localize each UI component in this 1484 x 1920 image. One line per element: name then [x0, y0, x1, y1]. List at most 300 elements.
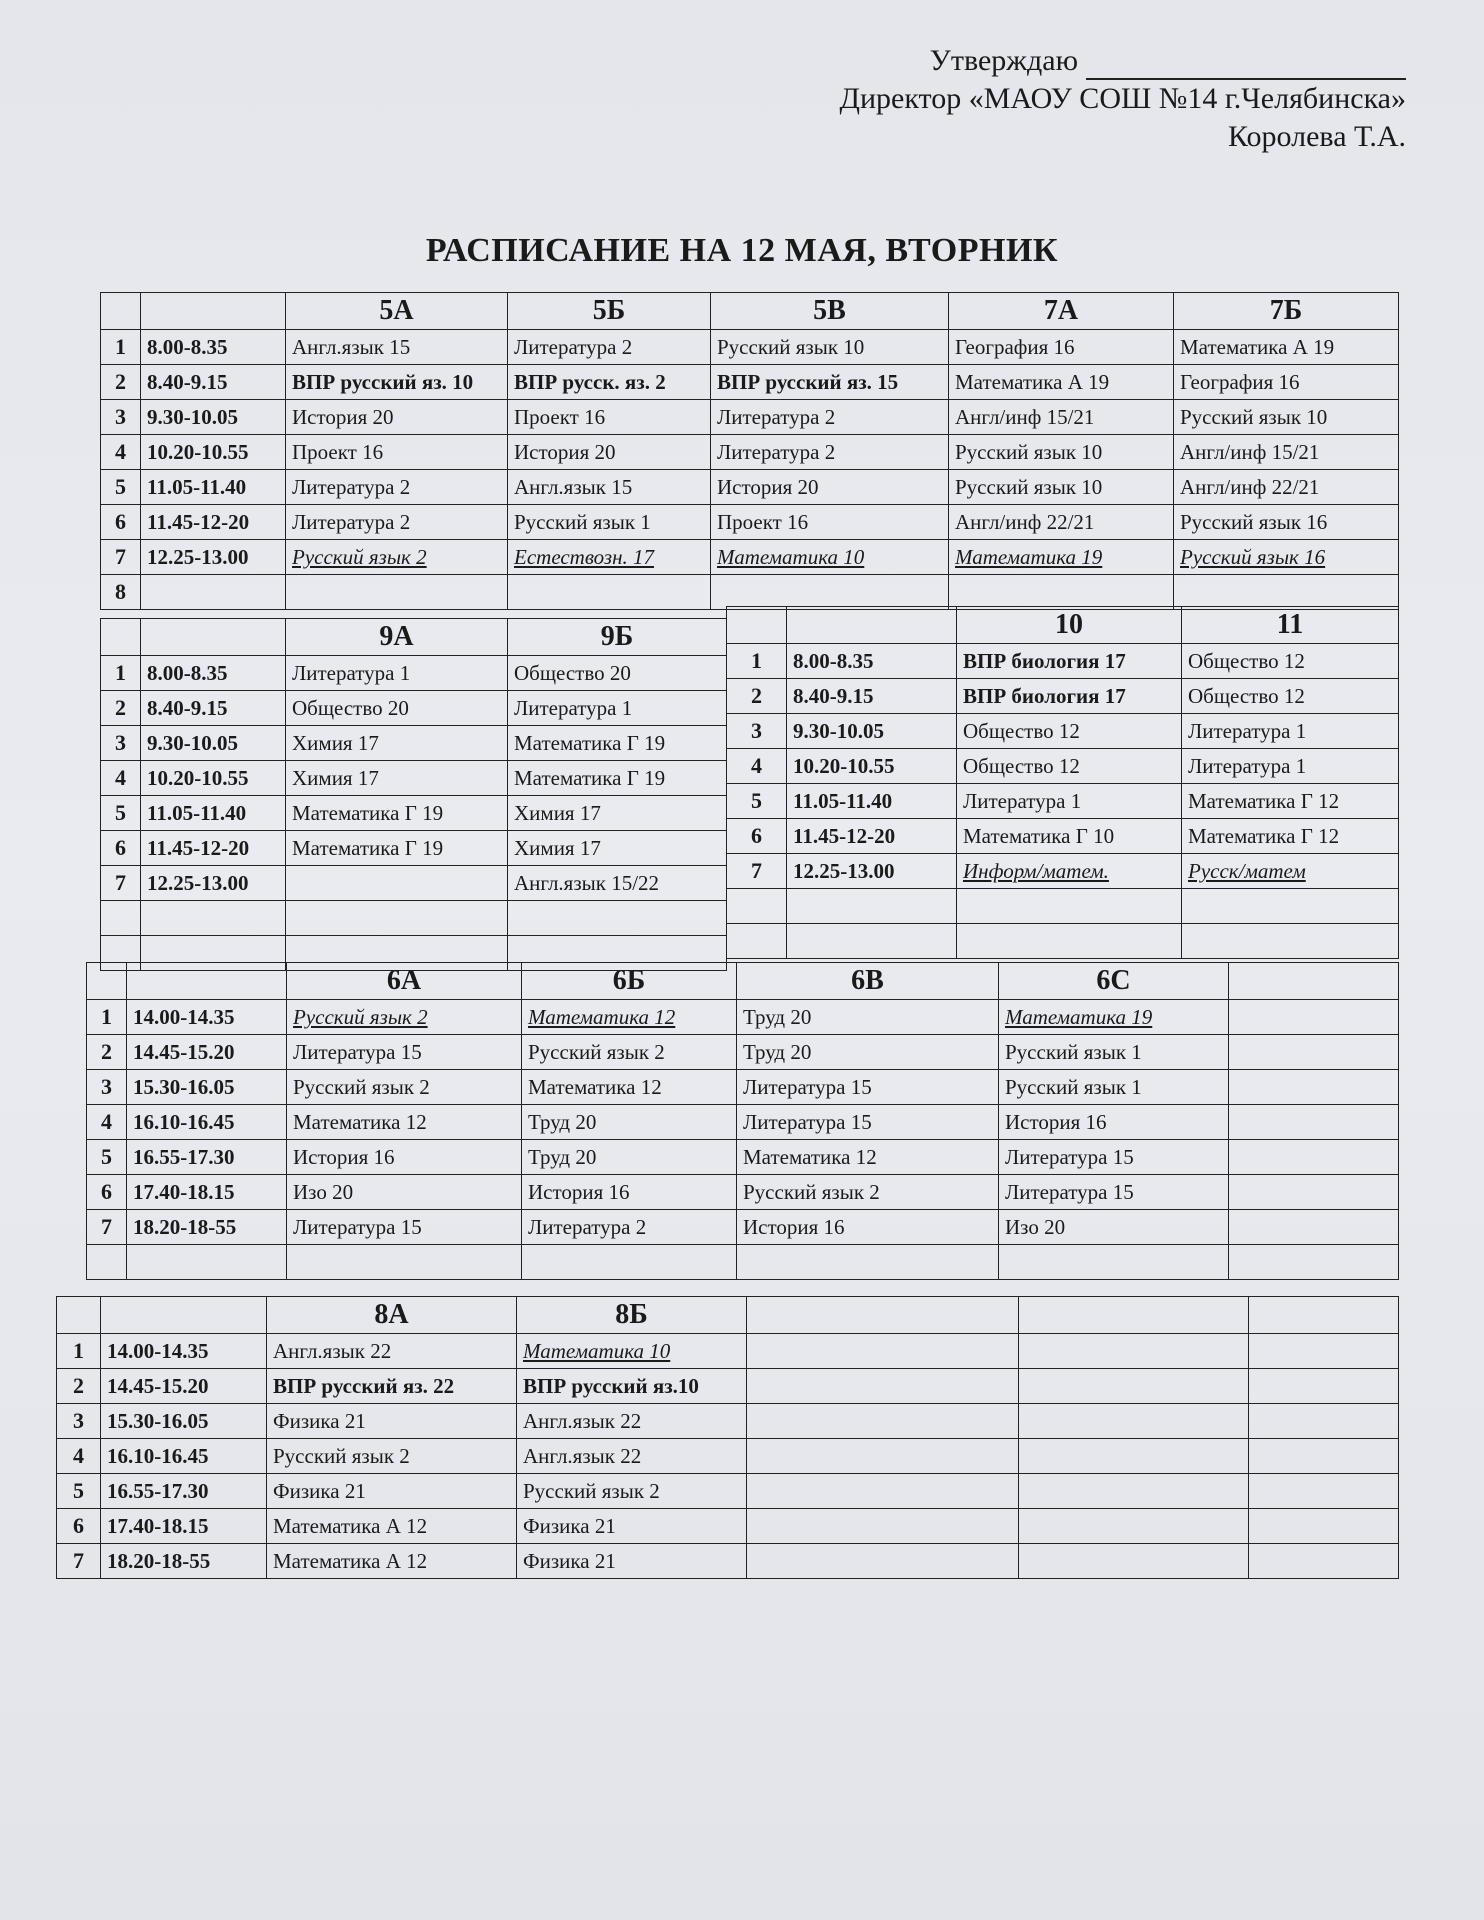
subject-cell: Англ/инф 15/21 [949, 400, 1174, 435]
subject-cell: Математика 10 [711, 540, 949, 575]
subject-cell: Англ.язык 22 [517, 1439, 747, 1474]
class-name: 11 [1182, 607, 1399, 644]
lesson-time: 14.45-15.20 [101, 1369, 267, 1404]
empty-cell [1249, 1404, 1399, 1439]
subject-cell: ВПР русский яз. 22 [267, 1369, 517, 1404]
class-name: 6А [287, 963, 522, 1000]
subject-cell: Литература 2 [508, 330, 711, 365]
lesson-time: 8.40-9.15 [141, 691, 286, 726]
class-header-row [101, 619, 727, 656]
lesson-time: 10.20-10.55 [141, 761, 286, 796]
subject-cell: Физика 21 [267, 1474, 517, 1509]
subject-cell: ВПР русский яз. 10 [286, 365, 508, 400]
subject-cell: Литература 15 [287, 1035, 522, 1070]
lesson-number: 6 [101, 831, 141, 866]
lesson-time: 16.55-17.30 [101, 1474, 267, 1509]
subject-cell: Физика 21 [267, 1404, 517, 1439]
lesson-row [87, 1140, 1399, 1175]
class-name: 7Б [1174, 293, 1399, 330]
subject-cell: Труд 20 [522, 1105, 737, 1140]
lesson-number: 1 [87, 1000, 127, 1035]
lesson-number: 6 [101, 505, 141, 540]
lesson-row [57, 1509, 1399, 1544]
empty-cell [1019, 1544, 1249, 1579]
subject-cell: Математика Г 19 [508, 726, 727, 761]
subject-cell: Англ.язык 22 [267, 1334, 517, 1369]
lesson-row [727, 714, 1399, 749]
lesson-time: 16.10-16.45 [127, 1105, 287, 1140]
subject-cell [508, 575, 711, 610]
header-blank [57, 1297, 101, 1334]
empty-cell [508, 901, 727, 936]
empty-cell [1182, 889, 1399, 924]
empty-cell [1019, 1334, 1249, 1369]
lesson-row [101, 435, 1399, 470]
subject-cell: Литература 1 [508, 691, 727, 726]
lesson-row [87, 1035, 1399, 1070]
lesson-row [101, 831, 727, 866]
lesson-number: 5 [101, 796, 141, 831]
lesson-number: 5 [57, 1474, 101, 1509]
subject-cell: Математика 12 [522, 1070, 737, 1105]
subject-cell: История 20 [711, 470, 949, 505]
subject-cell: Общество 12 [1182, 679, 1399, 714]
lesson-time: 15.30-16.05 [127, 1070, 287, 1105]
subject-cell: Труд 20 [522, 1140, 737, 1175]
subject-cell: Русский язык 10 [711, 330, 949, 365]
header-blank [101, 293, 141, 330]
lesson-time: 18.20-18-55 [127, 1210, 287, 1245]
lesson-number: 4 [87, 1105, 127, 1140]
lesson-number: 3 [87, 1070, 127, 1105]
subject-cell: Математика А 19 [949, 365, 1174, 400]
lesson-row [101, 761, 727, 796]
subject-cell: Русский язык 10 [949, 435, 1174, 470]
header-blank [101, 1297, 267, 1334]
subject-cell: Литература 2 [522, 1210, 737, 1245]
lesson-number: 4 [101, 435, 141, 470]
lesson-row [101, 470, 1399, 505]
lesson-time: 16.55-17.30 [127, 1140, 287, 1175]
empty-cell [1249, 1509, 1399, 1544]
lesson-time: 11.45-12-20 [787, 819, 957, 854]
subject-cell: Математика 19 [949, 540, 1174, 575]
class-name: 10 [957, 607, 1182, 644]
lesson-row [101, 400, 1399, 435]
lesson-time: 14.00-14.35 [101, 1334, 267, 1369]
subject-cell: Общество 20 [508, 656, 727, 691]
class-name: 9Б [508, 619, 727, 656]
lesson-number: 1 [101, 330, 141, 365]
empty-cell [287, 1245, 522, 1280]
class-name: 6Б [522, 963, 737, 1000]
lesson-number: 3 [101, 400, 141, 435]
lesson-row [87, 1210, 1399, 1245]
empty-cell [1229, 1175, 1399, 1210]
subject-cell: Общество 12 [1182, 644, 1399, 679]
subject-cell: Литература 2 [711, 435, 949, 470]
subject-cell: Литература 2 [711, 400, 949, 435]
subject-cell: Литература 15 [287, 1210, 522, 1245]
lesson-row [57, 1404, 1399, 1439]
subject-cell: Литература 2 [286, 505, 508, 540]
lesson-number: 4 [101, 761, 141, 796]
subject-cell: Химия 17 [508, 831, 727, 866]
subject-cell [711, 575, 949, 610]
empty-cell [737, 1245, 999, 1280]
empty-cell [286, 901, 508, 936]
subject-cell: Литература 1 [1182, 714, 1399, 749]
subject-cell: Проект 16 [711, 505, 949, 540]
lesson-number: 3 [57, 1404, 101, 1439]
lesson-row [87, 1175, 1399, 1210]
lesson-row [101, 365, 1399, 400]
empty-cell [999, 1245, 1229, 1280]
empty-cell [1249, 1474, 1399, 1509]
lesson-row [101, 575, 1399, 610]
lesson-row [57, 1334, 1399, 1369]
schedule-block-10-11 [726, 606, 1399, 959]
subject-cell: Математика 12 [287, 1105, 522, 1140]
subject-cell: Литература 15 [737, 1105, 999, 1140]
lesson-time: 14.45-15.20 [127, 1035, 287, 1070]
empty-cell [747, 1474, 1019, 1509]
empty-cell [727, 889, 787, 924]
subject-cell: Русский язык 1 [508, 505, 711, 540]
subject-cell [1174, 575, 1399, 610]
subject-cell: Англ.язык 15 [286, 330, 508, 365]
schedule-block-9 [100, 618, 727, 971]
empty-cell [1249, 1334, 1399, 1369]
subject-cell: История 16 [999, 1105, 1229, 1140]
subject-cell: Литература 2 [286, 470, 508, 505]
subject-cell: Труд 20 [737, 1035, 999, 1070]
class-name: 6С [999, 963, 1229, 1000]
lesson-row [727, 819, 1399, 854]
lesson-time [141, 575, 286, 610]
lesson-time: 16.10-16.45 [101, 1439, 267, 1474]
header-blank [127, 963, 287, 1000]
empty-cell [1249, 1439, 1399, 1474]
subject-cell [286, 866, 508, 901]
subject-cell: История 16 [737, 1210, 999, 1245]
lesson-number: 1 [101, 656, 141, 691]
lesson-time: 18.20-18-55 [101, 1544, 267, 1579]
lesson-time: 17.40-18.15 [101, 1509, 267, 1544]
empty-cell [87, 1245, 127, 1280]
subject-cell: Математика Г 19 [508, 761, 727, 796]
subject-cell: Труд 20 [737, 1000, 999, 1035]
subject-cell: Проект 16 [508, 400, 711, 435]
subject-cell: Математика Г 12 [1182, 784, 1399, 819]
subject-cell: Физика 21 [517, 1509, 747, 1544]
subject-cell: История 20 [286, 400, 508, 435]
empty-cell [1249, 1544, 1399, 1579]
empty-cell [1229, 963, 1399, 1000]
lesson-number: 7 [101, 866, 141, 901]
lesson-number: 5 [101, 470, 141, 505]
lesson-number: 2 [727, 679, 787, 714]
lesson-row [57, 1369, 1399, 1404]
lesson-row [57, 1439, 1399, 1474]
class-header-row [87, 963, 1399, 1000]
empty-cell [747, 1439, 1019, 1474]
subject-cell: Русский язык 16 [1174, 540, 1399, 575]
lesson-number: 7 [57, 1544, 101, 1579]
lesson-number: 7 [87, 1210, 127, 1245]
subject-cell: География 16 [1174, 365, 1399, 400]
lesson-time: 11.05-11.40 [141, 796, 286, 831]
lesson-number: 3 [727, 714, 787, 749]
lesson-time: 11.45-12-20 [141, 505, 286, 540]
lesson-number: 6 [57, 1509, 101, 1544]
schedule-block-8 [56, 1296, 1399, 1579]
lesson-number: 6 [727, 819, 787, 854]
subject-cell: ВПР русск. яз. 2 [508, 365, 711, 400]
lesson-time: 11.45-12-20 [141, 831, 286, 866]
empty-row [727, 924, 1399, 959]
lesson-row [101, 540, 1399, 575]
lesson-row [101, 656, 727, 691]
subject-cell: Изо 20 [287, 1175, 522, 1210]
lesson-number: 2 [57, 1369, 101, 1404]
lesson-row [727, 749, 1399, 784]
subject-cell: Химия 17 [508, 796, 727, 831]
lesson-row [101, 796, 727, 831]
lesson-row [87, 1070, 1399, 1105]
subject-cell: Литература 1 [286, 656, 508, 691]
subject-cell: Англ/инф 22/21 [1174, 470, 1399, 505]
lesson-time: 15.30-16.05 [101, 1404, 267, 1439]
subject-cell: Русский язык 1 [999, 1070, 1229, 1105]
lesson-row [101, 505, 1399, 540]
lesson-time: 8.00-8.35 [141, 330, 286, 365]
lesson-row [727, 644, 1399, 679]
empty-cell [1019, 1474, 1249, 1509]
subject-cell: Общество 12 [957, 749, 1182, 784]
subject-cell: Русский язык 2 [287, 1000, 522, 1035]
empty-cell [747, 1334, 1019, 1369]
empty-cell [101, 901, 141, 936]
lesson-number: 8 [101, 575, 141, 610]
empty-cell [787, 924, 957, 959]
lesson-number: 7 [101, 540, 141, 575]
subject-cell: Математика А 12 [267, 1509, 517, 1544]
lesson-time: 14.00-14.35 [127, 1000, 287, 1035]
subject-cell: История 16 [287, 1140, 522, 1175]
subject-cell: Общество 12 [957, 714, 1182, 749]
subject-cell: Математика Г 12 [1182, 819, 1399, 854]
empty-cell [1019, 1369, 1249, 1404]
lesson-time: 10.20-10.55 [141, 435, 286, 470]
class-header-row [727, 607, 1399, 644]
header-blank [141, 619, 286, 656]
signature-line [1086, 48, 1406, 80]
subject-cell: Англ/инф 22/21 [949, 505, 1174, 540]
empty-cell [1229, 1070, 1399, 1105]
subject-cell: Англ/инф 15/21 [1174, 435, 1399, 470]
subject-cell: Литература 1 [957, 784, 1182, 819]
empty-cell [1019, 1439, 1249, 1474]
header-blank [727, 607, 787, 644]
class-name: 8А [267, 1297, 517, 1334]
schedule-block-6 [86, 962, 1399, 1280]
subject-cell: ВПР русский яз. 15 [711, 365, 949, 400]
lesson-number: 2 [101, 691, 141, 726]
lesson-row [87, 1000, 1399, 1035]
subject-cell: Литература 15 [737, 1070, 999, 1105]
empty-cell [1249, 1369, 1399, 1404]
subject-cell: Англ.язык 22 [517, 1404, 747, 1439]
subject-cell: Изо 20 [999, 1210, 1229, 1245]
lesson-time: 9.30-10.05 [141, 400, 286, 435]
subject-cell: Математика А 19 [1174, 330, 1399, 365]
empty-cell [1229, 1105, 1399, 1140]
empty-row [101, 901, 727, 936]
lesson-row [727, 854, 1399, 889]
lesson-number: 3 [101, 726, 141, 761]
subject-cell: Англ.язык 15/22 [508, 866, 727, 901]
lesson-row [101, 330, 1399, 365]
lesson-row [727, 784, 1399, 819]
lesson-time: 8.00-8.35 [141, 656, 286, 691]
page-title: РАСПИСАНИЕ НА 12 МАЯ, ВТОРНИК [425, 232, 1059, 269]
lesson-time: 9.30-10.05 [787, 714, 957, 749]
subject-cell: Русский язык 2 [287, 1070, 522, 1105]
subject-cell: Литература 15 [999, 1175, 1229, 1210]
lesson-time: 8.40-9.15 [787, 679, 957, 714]
subject-cell: Русский язык 2 [286, 540, 508, 575]
subject-cell: Русский язык 1 [999, 1035, 1229, 1070]
subject-cell: Русский язык 10 [949, 470, 1174, 505]
class-name: 7А [949, 293, 1174, 330]
subject-cell: Литература 1 [1182, 749, 1399, 784]
lesson-time: 8.00-8.35 [787, 644, 957, 679]
subject-cell [286, 575, 508, 610]
subject-cell: Русский язык 16 [1174, 505, 1399, 540]
empty-cell [127, 1245, 287, 1280]
empty-cell [747, 1509, 1019, 1544]
lesson-time: 12.25-13.00 [141, 866, 286, 901]
approval-stamp [786, 42, 1406, 156]
empty-row [727, 889, 1399, 924]
subject-cell: Химия 17 [286, 726, 508, 761]
subject-cell: Информ/матем. [957, 854, 1182, 889]
subject-cell: Математика Г 19 [286, 796, 508, 831]
subject-cell: Русск/матем [1182, 854, 1399, 889]
subject-cell: Естествозн. 17 [508, 540, 711, 575]
empty-cell [747, 1404, 1019, 1439]
lesson-number: 5 [87, 1140, 127, 1175]
subject-cell: Математика 12 [522, 1000, 737, 1035]
lesson-number: 6 [87, 1175, 127, 1210]
lesson-number: 4 [727, 749, 787, 784]
header-blank [787, 607, 957, 644]
class-header-row [57, 1297, 1399, 1334]
subject-cell: Русский язык 2 [267, 1439, 517, 1474]
class-name: 9А [286, 619, 508, 656]
lesson-time: 8.40-9.15 [141, 365, 286, 400]
empty-cell [1019, 1509, 1249, 1544]
lesson-number: 1 [57, 1334, 101, 1369]
lesson-number: 2 [87, 1035, 127, 1070]
schedule-block-5-7 [100, 292, 1399, 610]
lesson-time: 12.25-13.00 [141, 540, 286, 575]
empty-cell [727, 924, 787, 959]
subject-cell: Математика 12 [737, 1140, 999, 1175]
subject-cell: Англ.язык 15 [508, 470, 711, 505]
class-name: 5В [711, 293, 949, 330]
lesson-number: 7 [727, 854, 787, 889]
subject-cell: Проект 16 [286, 435, 508, 470]
lesson-row [101, 691, 727, 726]
lesson-number: 2 [101, 365, 141, 400]
lesson-number: 4 [57, 1439, 101, 1474]
header-blank [101, 619, 141, 656]
subject-cell: География 16 [949, 330, 1174, 365]
lesson-number: 5 [727, 784, 787, 819]
subject-cell: ВПР биология 17 [957, 644, 1182, 679]
class-name: 5А [286, 293, 508, 330]
empty-cell [1229, 1035, 1399, 1070]
lesson-time: 11.05-11.40 [787, 784, 957, 819]
subject-cell: Литература 15 [999, 1140, 1229, 1175]
empty-cell [1229, 1140, 1399, 1175]
empty-cell [141, 901, 286, 936]
subject-cell: Русский язык 2 [737, 1175, 999, 1210]
lesson-time: 9.30-10.05 [141, 726, 286, 761]
lesson-number: 1 [727, 644, 787, 679]
empty-cell [1229, 1000, 1399, 1035]
lesson-time: 12.25-13.00 [787, 854, 957, 889]
subject-cell: ВПР русский яз.10 [517, 1369, 747, 1404]
subject-cell: Математика 10 [517, 1334, 747, 1369]
empty-cell [957, 924, 1182, 959]
empty-cell [1019, 1297, 1249, 1334]
header-blank [141, 293, 286, 330]
lesson-row [727, 679, 1399, 714]
approval-director: Директор «МАОУ СОШ №14 г.Челябинска» [839, 82, 1406, 115]
empty-cell [1229, 1210, 1399, 1245]
class-name: 6В [737, 963, 999, 1000]
approval-name: Королева Т.А. [1228, 120, 1406, 153]
subject-cell: Химия 17 [286, 761, 508, 796]
lesson-time: 10.20-10.55 [787, 749, 957, 784]
subject-cell: Русский язык 2 [517, 1474, 747, 1509]
lesson-row [57, 1544, 1399, 1579]
empty-cell [522, 1245, 737, 1280]
empty-cell [747, 1369, 1019, 1404]
lesson-row [87, 1105, 1399, 1140]
empty-cell [957, 889, 1182, 924]
class-header-row [101, 293, 1399, 330]
header-blank [87, 963, 127, 1000]
subject-cell: Русский язык 10 [1174, 400, 1399, 435]
subject-cell [949, 575, 1174, 610]
empty-cell [787, 889, 957, 924]
lesson-row [57, 1474, 1399, 1509]
empty-cell [747, 1297, 1019, 1334]
empty-cell [1249, 1297, 1399, 1334]
empty-cell [747, 1544, 1019, 1579]
subject-cell: Математика А 12 [267, 1544, 517, 1579]
subject-cell: Физика 21 [517, 1544, 747, 1579]
subject-cell: Русский язык 2 [522, 1035, 737, 1070]
subject-cell: История 16 [522, 1175, 737, 1210]
empty-cell [1229, 1245, 1399, 1280]
lesson-row [101, 726, 727, 761]
subject-cell: Математика 19 [999, 1000, 1229, 1035]
